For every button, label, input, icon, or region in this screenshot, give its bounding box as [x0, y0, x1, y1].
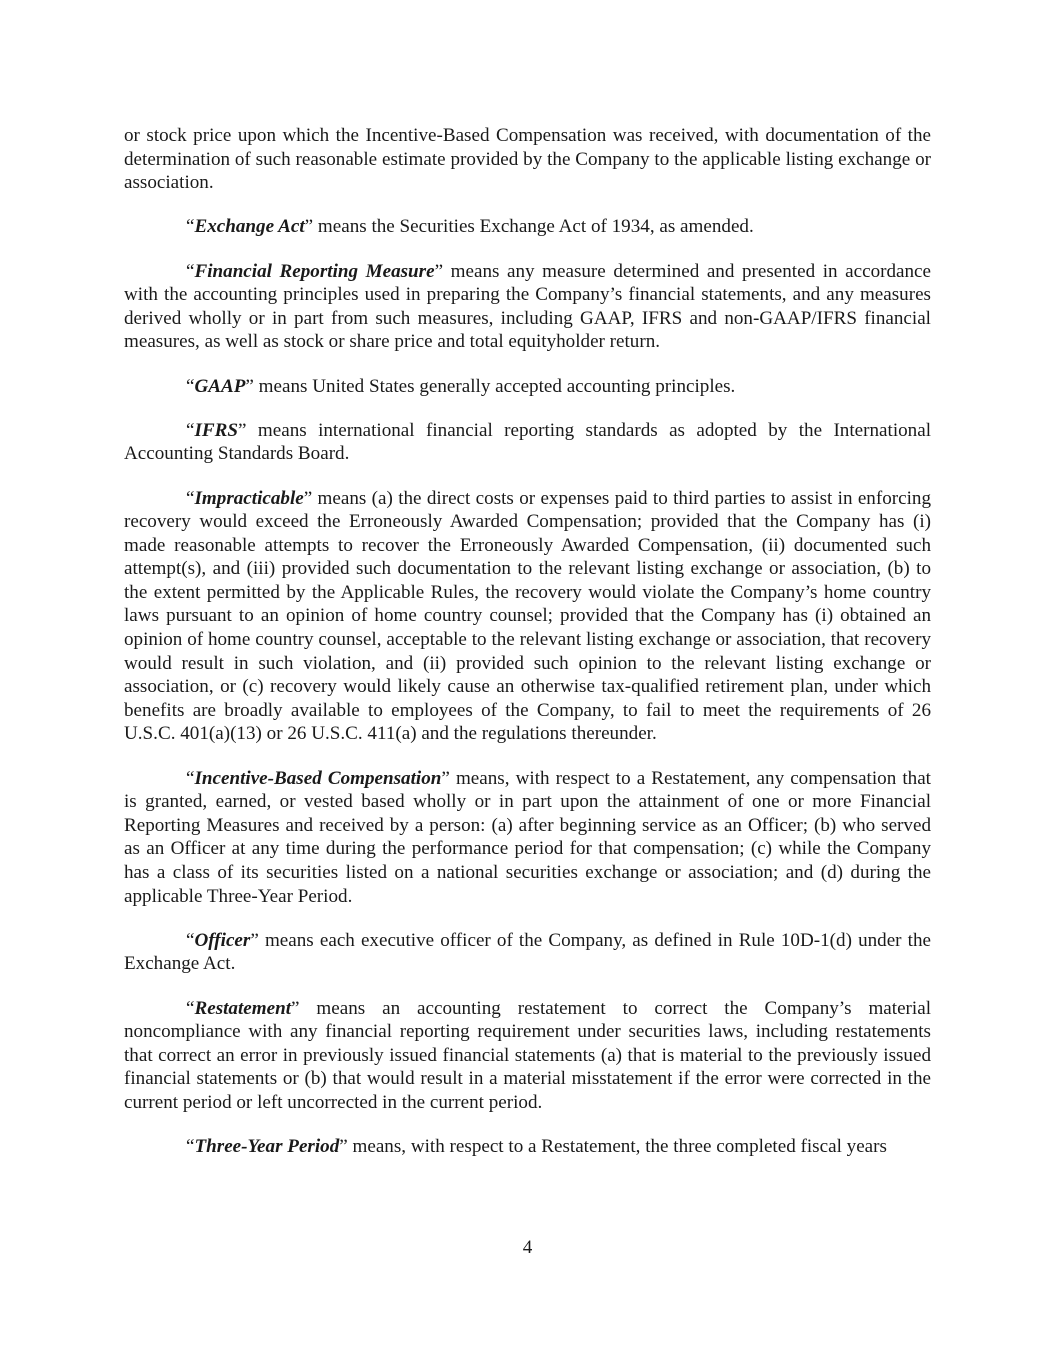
defined-term: Financial Reporting Measure: [194, 260, 435, 282]
close-quote: ”: [303, 487, 313, 509]
defined-term: GAAP: [194, 375, 246, 397]
defined-term: Impracticable: [194, 487, 304, 509]
open-quote: “: [186, 767, 195, 789]
open-quote: “: [186, 487, 195, 509]
definition-impracticable: [124, 487, 931, 747]
defined-term: Three-Year Period: [194, 1136, 340, 1158]
definition-gaap: [124, 375, 931, 399]
definition-financial-reporting-measure: [124, 260, 931, 354]
open-quote: “: [186, 997, 195, 1019]
open-quote: “: [186, 419, 195, 441]
intro-paragraph: or stock price upon which the Incentive-Based Compensation was received, with documentation of the determination of such reasonable estimate provided by the Company to the applicable listing exchange or association.: [124, 125, 931, 194]
definition-text: means, with respect to a Restatement, the three completed fiscal years: [347, 1136, 887, 1158]
close-quote: ”: [339, 1136, 348, 1158]
definition-restatement: [124, 997, 931, 1115]
definition-ifrs: [124, 419, 931, 466]
open-quote: “: [186, 375, 195, 397]
defined-term: Restatement: [194, 997, 292, 1019]
open-quote: “: [186, 1136, 195, 1158]
open-quote: “: [186, 260, 195, 282]
definition-text: means an accounting restatement to correct the Company’s material noncompliance with any financial reporting requirement under securities laws, including restatements that correct an error in previously issued financial statements (a) that is material to the previously issued financial statements or (b) that would result in a material misstatement if the error were corrected in the current period or left uncorrected in the current period.: [124, 997, 931, 1113]
definition-text: means United States generally accepted accounting principles.: [253, 375, 736, 397]
definition-text: means, with respect to a Restatement, any compensation that is granted, earned, or vested based wholly or in part upon the attainment of one or more Financial Reporting Measures and received by a person: (a) after beginning service as an Officer; (b) who served as an Officer at any time during the performance period for that compensation; (c) while the Company has a class of its securities listed on a national securities exchange or association; and (d) during the applicable Three-Year Period.: [124, 767, 931, 907]
defined-term: Officer: [194, 929, 251, 951]
defined-term: Exchange Act: [194, 216, 305, 238]
close-quote: ”: [441, 767, 450, 789]
definition-exchange-act: [124, 215, 931, 239]
definition-text: means international financial reporting standards as adopted by the International Accounting Standards Board.: [124, 419, 931, 465]
close-quote: ”: [434, 260, 444, 282]
open-quote: “: [186, 929, 195, 951]
definition-incentive-based-compensation: [124, 767, 931, 909]
definition-text: means any measure determined and presented in accordance with the accounting principles used in preparing the Company’s financial statements, and any measures derived wholly or in part from such measures, including GAAP, IFRS and non-GAAP/IFRS financial measures, as well as stock or share price and total equityholder return.: [124, 260, 931, 353]
close-quote: ”: [291, 997, 300, 1019]
close-quote: ”: [245, 375, 254, 397]
open-quote: “: [186, 216, 195, 238]
definition-text: means the Securities Exchange Act of 1934, as amended.: [313, 216, 754, 238]
defined-term: Incentive-Based Compensation: [194, 767, 442, 789]
definition-officer: [124, 929, 931, 976]
page-number: 4: [522, 1237, 533, 1258]
close-quote: ”: [250, 929, 259, 951]
definition-three-year-period: [124, 1135, 931, 1159]
defined-term: IFRS: [194, 419, 239, 441]
definition-text: means (a) the direct costs or expenses paid to third parties to assist in enforcing recovery would exceed the Erroneously Awarded Compensation; provided that the Company has (i) made reasonable attempts to recover the Erroneously Awarded Compensation, (ii) documented such attempt(s), and (iii) provided such documentation to the relevant listing exchange or association, (b) to the extent permitted by the Applicable Rules, the recovery would violate the Company’s home country laws pursuant to an opinion of home country counsel; provided that the Company has (i) obtained an opinion of home country counsel, acceptable to the relevant listing exchange or association, that recovery would result in such violation, and (ii) provided such opinion to the relevant listing exchange or association, or (c) recovery would likely cause an otherwise tax-qualified retirement plan, under which benefits are broadly available to employees of the Company, to fail to meet the requirements of 26 U.S.C. 401(a)(13) or 26 U.S.C. 411(a) and the regulations thereunder.: [124, 487, 931, 745]
document-body: [124, 124, 931, 1179]
close-quote: ”: [238, 419, 247, 441]
close-quote: ”: [304, 216, 314, 238]
definition-text: means each executive officer of the Company, as defined in Rule 10D-1(d) under the Exchange Act.: [124, 929, 931, 975]
